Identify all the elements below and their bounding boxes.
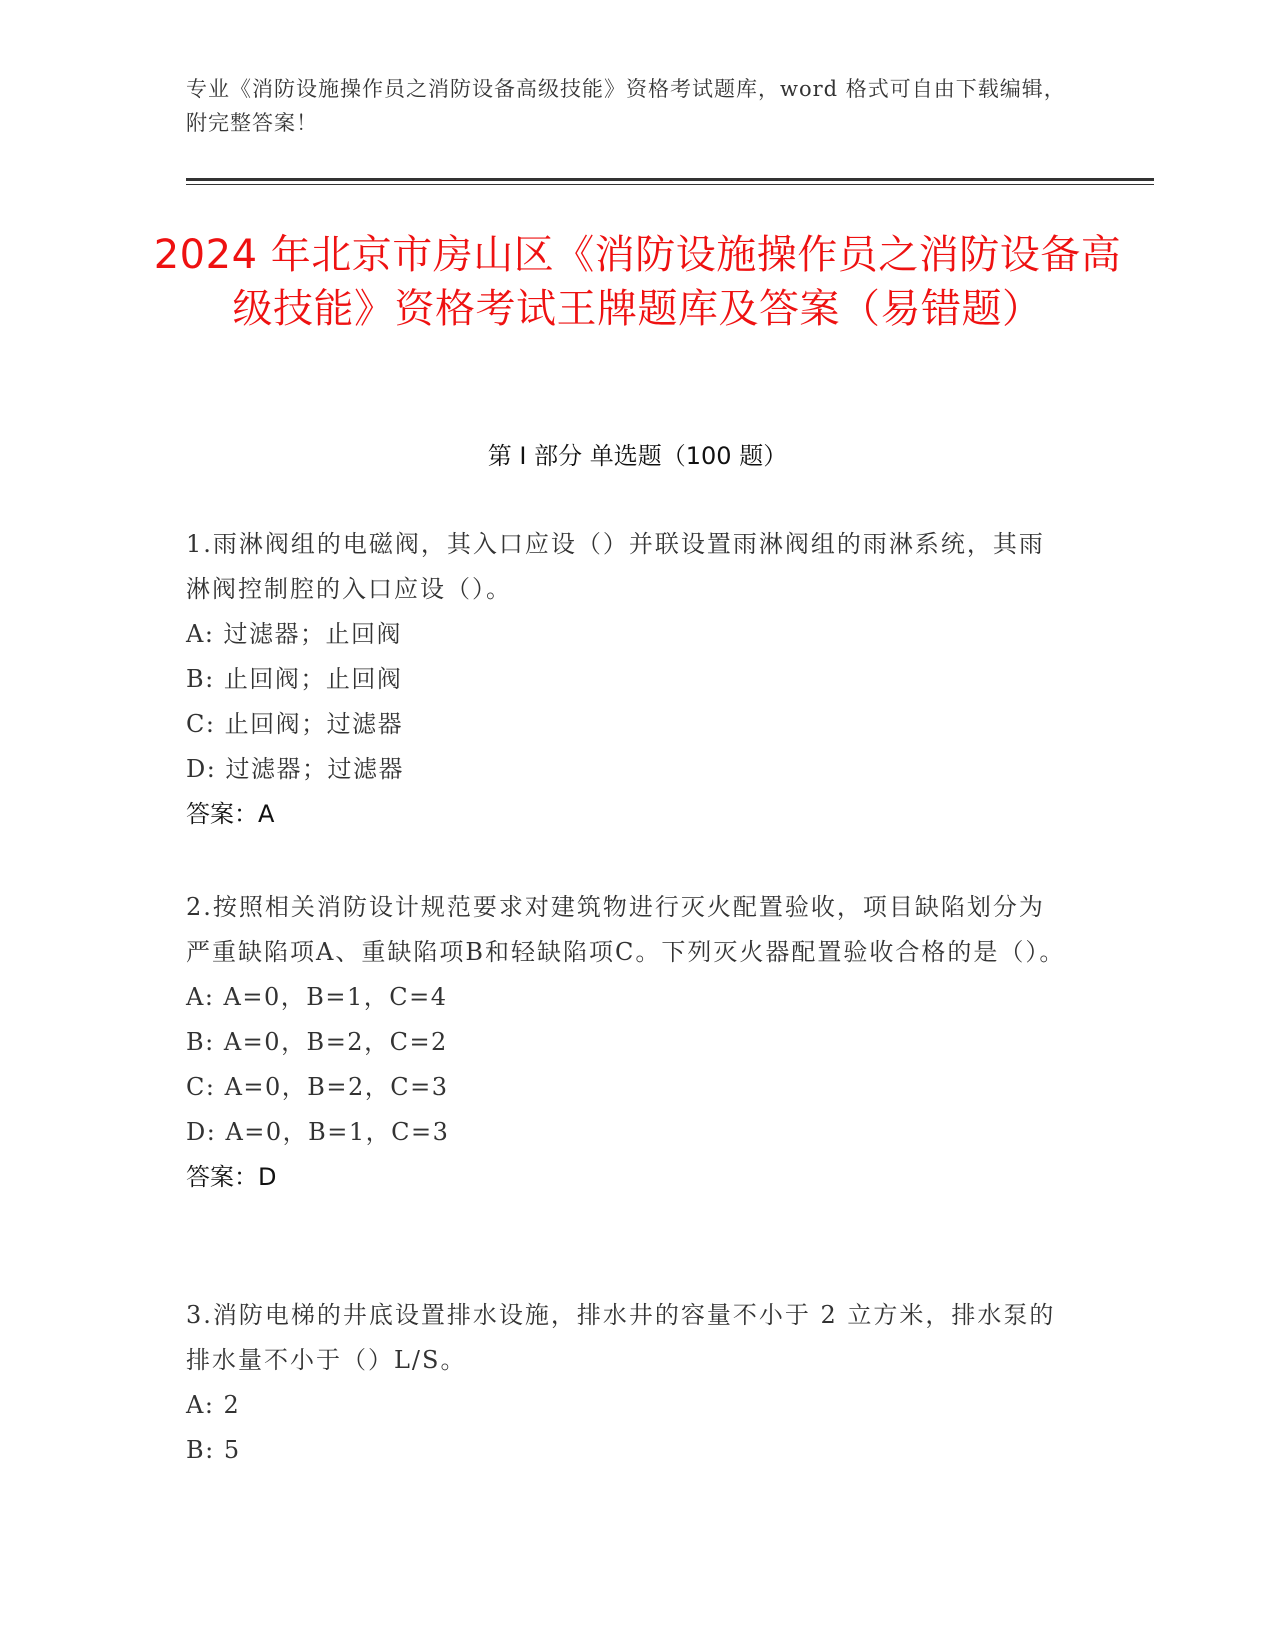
section-heading: 第 I 部分 单选题（100 题） [487,442,788,470]
question-stem: 2.按照相关消防设计规范要求对建筑物进行灭火配置验收，项目缺陷划分为严重缺陷项A、重缺陷项B和轻缺陷项C。下列灭火器配置验收合格的是（）。 [186,893,1066,966]
option-d: D: 过滤器；过滤器 [186,755,404,783]
option-b: B: A=0，B=2，C=2 [186,1028,448,1056]
option-b: B: 止回阀；止回阀 [186,665,403,693]
option-a: A: 2 [186,1391,241,1419]
question-2 [186,885,1066,1200]
answer: 答案：D [186,1163,277,1191]
option-c: C: A=0，B=2，C=3 [186,1073,449,1101]
header-note: 专业《消防设施操作员之消防设备高级技能》资格考试题库，word 格式可自由下载编辑，附完整答案！ [186,77,1066,135]
question-3 [186,1293,1066,1473]
question-stem: 1.雨淋阀组的电磁阀，其入口应设（）并联设置雨淋阀组的雨淋系统，其雨淋阀控制腔的入口应设（）。 [186,530,1045,603]
header-divider-thin [186,184,1154,185]
question-1 [186,522,1066,837]
option-a: A: A=0，B=1，C=4 [186,983,448,1011]
document-title: 2024 年北京市房山区《消防设施操作员之消防设备高级技能》资格考试王牌题库及答案（易错题） [153,232,1122,332]
option-a: A: 过滤器；止回阀 [186,620,403,648]
header-divider-thick [186,178,1154,181]
option-b: B: 5 [186,1436,241,1464]
option-c: C: 止回阀；过滤器 [186,710,404,738]
option-d: D: A=0，B=1，C=3 [186,1118,450,1146]
question-stem: 3.消防电梯的井底设置排水设施，排水井的容量不小于 2 立方米，排水泵的排水量不小于（）L/S。 [186,1301,1056,1374]
answer: 答案：A [186,800,275,828]
